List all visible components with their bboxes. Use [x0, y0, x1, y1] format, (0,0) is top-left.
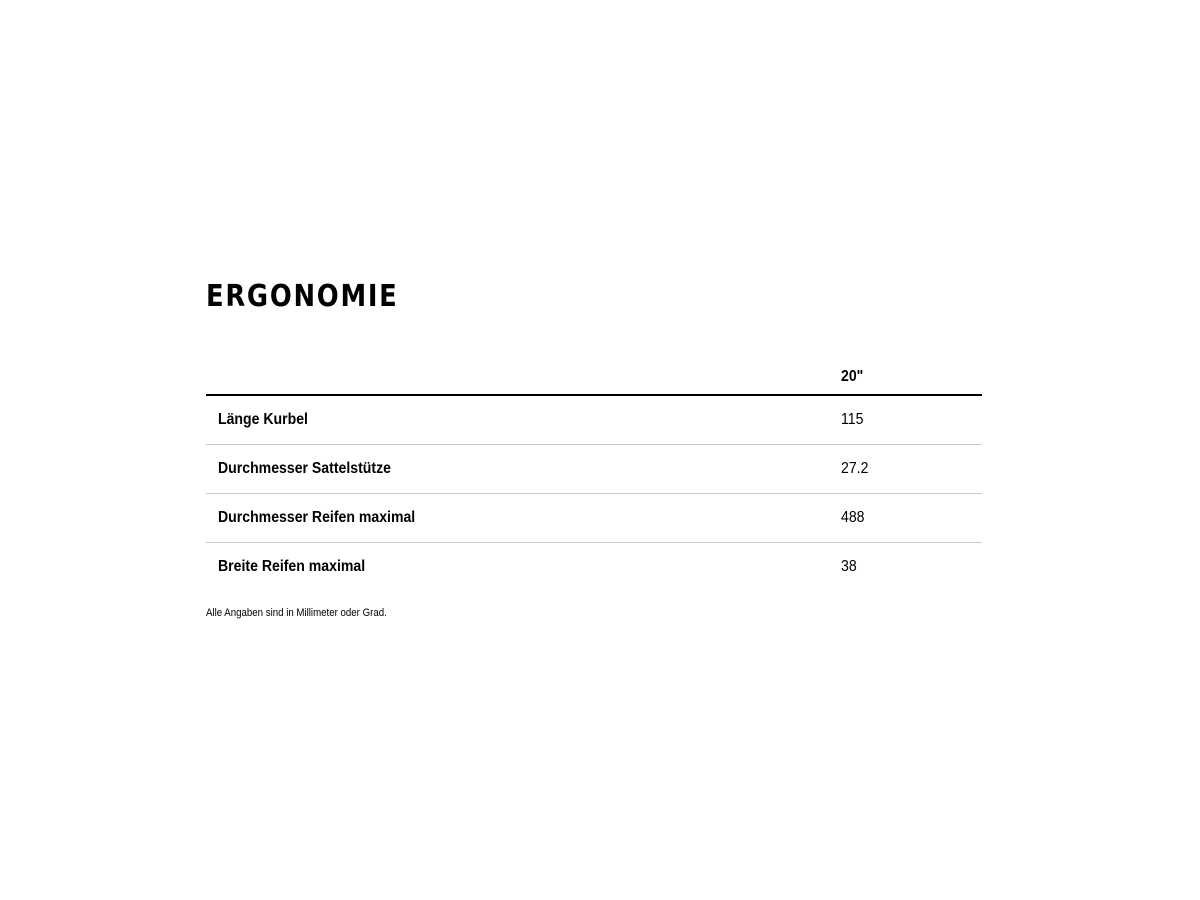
- row-value: 27.2: [841, 445, 982, 494]
- row-label: Länge Kurbel: [206, 395, 841, 445]
- size-column-header: [841, 360, 982, 395]
- row-label: Durchmesser Reifen maximal: [206, 494, 841, 543]
- row-label: Durchmesser Sattelstütze: [206, 445, 841, 494]
- ergonomics-section: [206, 278, 982, 619]
- row-value: 488: [841, 494, 982, 543]
- geometry-table: [206, 360, 982, 591]
- units-footnote: Alle Angaben sind in Millimeter oder Grad.: [206, 607, 387, 619]
- size-header-label: 20": [841, 368, 864, 385]
- table-row: [206, 543, 982, 592]
- section-title: ERGONOMIE: [206, 279, 399, 314]
- row-label: Breite Reifen maximal: [218, 558, 366, 575]
- table-row: [206, 395, 982, 445]
- table-row: [206, 494, 982, 543]
- table-row: [206, 445, 982, 494]
- row-value: 115: [841, 395, 982, 445]
- table-header-row: [206, 360, 982, 395]
- label-column-header: [206, 360, 841, 395]
- row-value: 38: [841, 558, 857, 575]
